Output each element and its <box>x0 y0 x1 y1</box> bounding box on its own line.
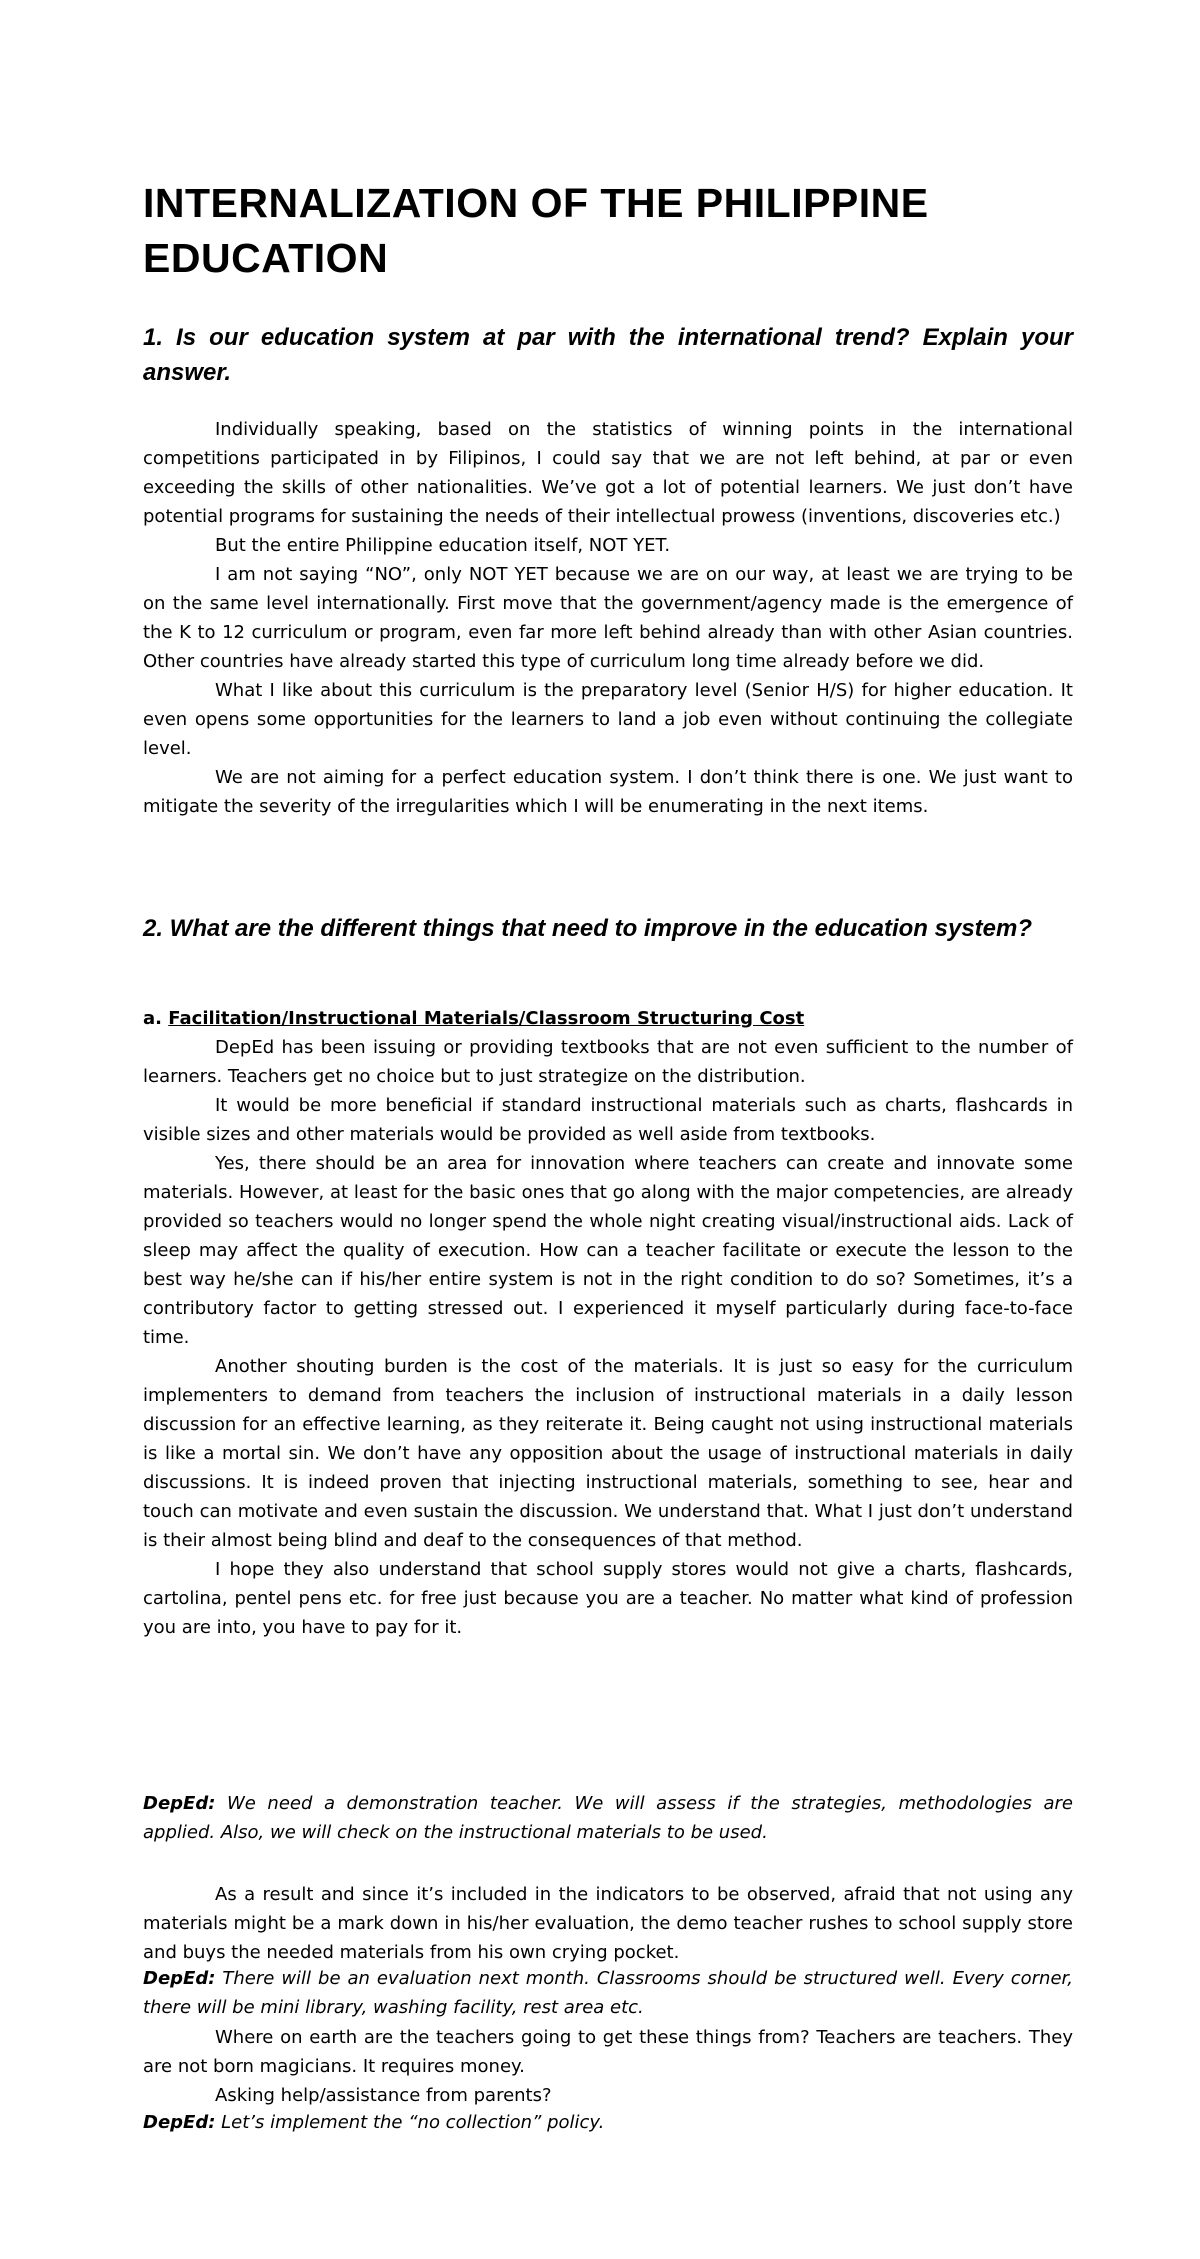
question-1: 1. Is our education system at par with the international trend? Explain your answer. <box>143 324 1073 386</box>
response-1 <box>143 1880 1073 1967</box>
answer-2 <box>143 1004 1073 1642</box>
paragraph: What I like about this curriculum is the preparatory level (Senior H/S) for higher education. It even opens some opportunities for the learners to land a job even without continuing the collegiate level. <box>143 680 1073 759</box>
paragraph: I am not saying “NO”, only NOT YET because we are on our way, at least we are trying to be on the same level internationally. First move that the government/agency made is the emergence of the K to 12 curriculum or program, even far more left behind already than with other Asian countries. Other countries have already started this type of curriculum long time already before we did. <box>143 564 1073 672</box>
deped-quote-3 <box>143 2108 1073 2137</box>
deped-quote-2 <box>143 1964 1073 2022</box>
deped-statement: Let’s implement the “no collection” policy. <box>215 2112 605 2133</box>
page-title: INTERNALIZATION OF THE PHILIPPINE EDUCATION <box>143 180 929 281</box>
paragraph: Another shouting burden is the cost of the materials. It is just so easy for the curriculum implementers to demand from teachers the inclusion of instructional materials in a daily lesson discussion for an effective learning, as they reiterate it. Being caught not using instructional materials is like a mortal sin. We don’t have any opposition about the usage of instructional materials in daily discussions. It is indeed proven that injecting instructional materials, something to see, hear and touch can motivate and even sustain the discussion. We understand that. What I just don’t understand is their almost being blind and deaf to the consequences of that method. <box>143 1356 1073 1551</box>
deped-statement: We need a demonstration teacher. We will assess if the strategies, methodologies are applied. Also, we will check on the instructional materials to be used. <box>143 1793 1073 1843</box>
deped-statement: There will be an evaluation next month. Classrooms should be structured well. Every corner, there will be mini library, washing facility, rest area etc. <box>143 1968 1073 2018</box>
response-2 <box>143 2023 1073 2110</box>
answer-1 <box>143 415 1073 821</box>
deped-label: DepEd: <box>143 1968 216 1989</box>
deped-quote-1 <box>143 1789 1073 1847</box>
paragraph: We are not aiming for a perfect education system. I don’t think there is one. We just want to mitigate the severity of the irregularities which I will be enumerating in the next items. <box>143 767 1073 817</box>
paragraph: But the entire Philippine education itself, NOT YET. <box>215 535 671 556</box>
paragraph: Asking help/assistance from parents? <box>215 2085 552 2106</box>
section-a-title: Facilitation/Instructional Materials/Classroom Structuring Cost <box>168 1008 805 1029</box>
section-a-heading <box>143 1004 1073 1033</box>
deped-label: DepEd: <box>143 1793 216 1814</box>
paragraph: I hope they also understand that school supply stores would not give a charts, flashcards, cartolina, pentel pens etc. for free just because you are a teacher. No matter what kind of profession you are into, you have to pay for it. <box>143 1559 1073 1638</box>
paragraph: Where on earth are the teachers going to get these things from? Teachers are teachers. They are not born magicians. It requires money. <box>143 2027 1073 2077</box>
paragraph: Yes, there should be an area for innovation where teachers can create and innovate some materials. However, at least for the basic ones that go along with the major competencies, are already provided so teachers would no longer spend the whole night creating visual/instructional aids. Lack of sleep may affect the quality of execution. How can a teacher facilitate or execute the lesson to the best way he/she can if his/her entire system is not in the right condition to do so? Sometimes, it’s a contributory factor to getting stressed out. I experienced it myself particularly during face-to-face time. <box>143 1153 1073 1348</box>
paragraph: Individually speaking, based on the statistics of winning points in the international competitions participated in by Filipinos, I could say that we are not left behind, at par or even exceeding the skills of other nationalities. We’ve got a lot of potential learners. We just don’t have potential programs for sustaining the needs of their intellectual prowess (inventions, discoveries etc.) <box>143 419 1073 527</box>
section-a-prefix: a. <box>143 1008 162 1029</box>
deped-label: DepEd: <box>143 2112 216 2133</box>
paragraph: As a result and since it’s included in the indicators to be observed, afraid that not using any materials might be a mark down in his/her evaluation, the demo teacher rushes to school supply store and buys the needed materials from his own crying pocket. <box>143 1884 1073 1963</box>
paragraph: It would be more beneficial if standard instructional materials such as charts, flashcards in visible sizes and other materials would be provided as well aside from textbooks. <box>143 1095 1073 1145</box>
question-2: 2. What are the different things that need to improve in the education system? <box>143 915 1033 942</box>
paragraph: DepEd has been issuing or providing textbooks that are not even sufficient to the number of learners. Teachers get no choice but to just strategize on the distribution. <box>143 1037 1073 1087</box>
